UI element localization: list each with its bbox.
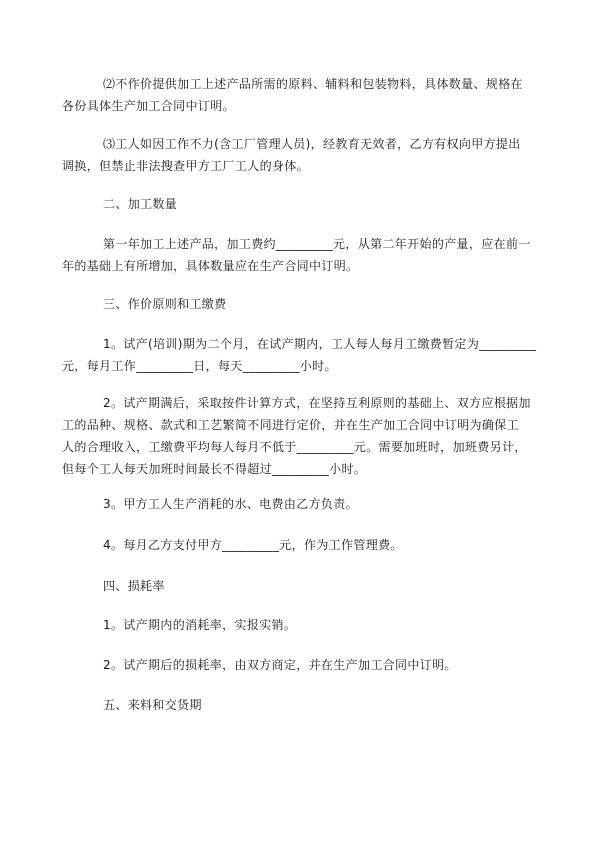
section-heading-loss-rate [62,575,532,597]
section-heading: 五、来料和交货期 [103,698,202,712]
text-line: 但每个工人每天加班时间最长不得超过_________小时。 [62,462,367,476]
paragraph-trial-period [62,333,537,377]
section-heading: 三、作价原则和工缴费 [103,297,227,311]
paragraph-post-trial-loss-rate [62,654,532,676]
text-line: 工的品种、规格、款式和工艺繁简不同进行定价，并在生产加工合同中订明为确保工 [62,418,519,432]
text-line: 2。试产期满后，采取按件计算方式，在坚持互利原则的基础上、双方应根据加 [103,396,531,410]
text-line: 4。每月乙方支付甲方_________元，作为工作管理费。 [103,538,403,552]
text-line: 调换，但禁止非法搜查甲方工厂工人的身体。 [62,159,310,173]
text-line: 年的基础上有所增加，具体数量应在生产合同中订明。 [62,259,359,273]
section-heading-materials-delivery [62,694,532,716]
section-heading: 四、损耗率 [103,579,165,593]
section-heading: 二、加工数量 [103,197,178,211]
text-line: 第一年加工上述产品，加工费约_________元，从第二年开始的产量，应在前一 [103,237,531,251]
text-line: 3。甲方工人生产消耗的水、电费由乙方负责。 [103,497,358,511]
text-line: ⑶工人如因工作不力(含工厂管理人员)，经教育无效者，乙方有权向甲方提出 [103,137,521,151]
text-line: 人的合理收入，工缴费平均每人每月不低于_________元。需要加班时，加班费另计， [62,440,527,454]
section-heading-pricing [62,293,532,315]
section-heading-processing-quantity [62,193,532,215]
paragraph-piece-rate [62,392,532,480]
text-line: 元，每月工作_________日，每天_________小时。 [62,359,337,373]
paragraph-worker-replacement [62,133,532,177]
paragraph-supply-materials [62,73,532,117]
paragraph-management-fee [62,534,532,556]
text-line: 1。试产(培训)期为二个月，在试产期内，工人每人每月工缴费暂定为_________ [103,337,537,351]
paragraph-trial-loss-rate [62,614,532,636]
text-line: ⑵不作价提供加工上述产品所需的原料、辅料和包装物料，具体数量、规格在 [103,77,523,91]
text-line: 各份具体生产加工合同中订明。 [62,99,235,113]
text-line: 2。试产期后的损耗率，由双方商定，并在生产加工合同中订明。 [103,658,457,672]
text-line: 1。试产期内的消耗率，实报实销。 [103,618,297,632]
paragraph-processing-quantity [62,233,532,277]
paragraph-utilities [62,493,532,515]
